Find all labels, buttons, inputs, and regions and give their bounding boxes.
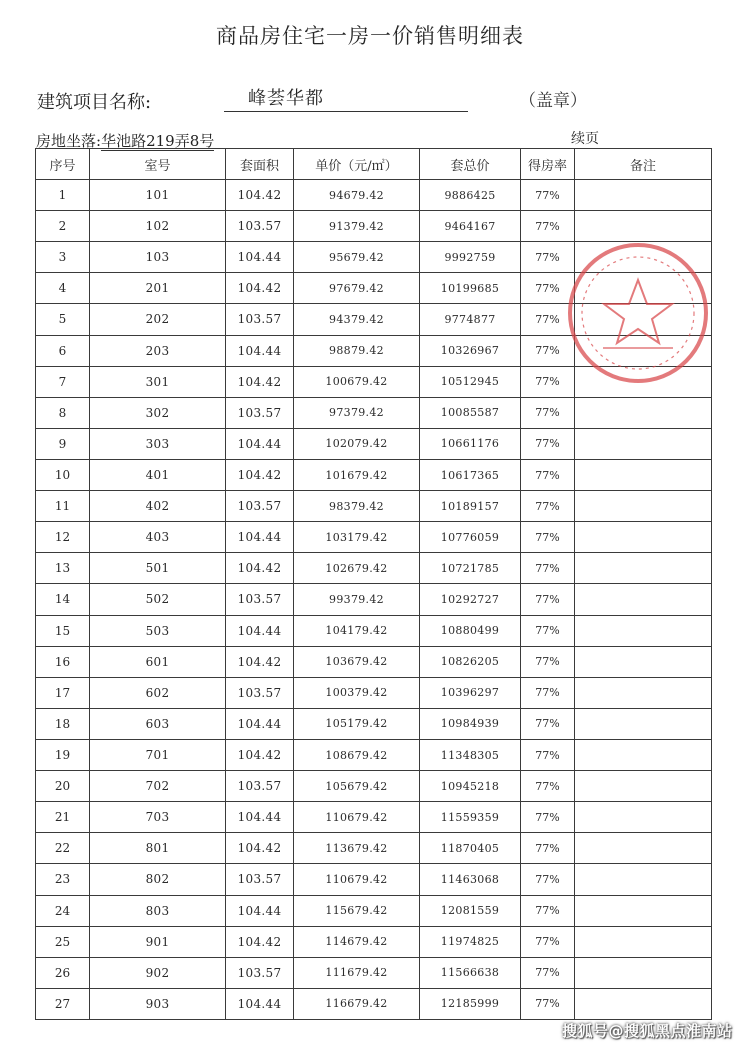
- cell-index: 3: [36, 242, 90, 273]
- cell-total-price: 12081559: [420, 895, 521, 926]
- cell-area: 104.44: [226, 802, 294, 833]
- cell-room: 801: [90, 833, 226, 864]
- cell-total-price: 10880499: [420, 615, 521, 646]
- cell-efficiency: 77%: [521, 708, 575, 739]
- cell-area: 104.42: [226, 926, 294, 957]
- cell-area: 103.57: [226, 211, 294, 242]
- cell-unit-price: 102679.42: [294, 553, 420, 584]
- cell-index: 27: [36, 988, 90, 1019]
- cell-area: 104.42: [226, 459, 294, 490]
- watermark-text: 搜狐号@搜狐黑点淮南站: [562, 1022, 733, 1040]
- cell-area: 104.42: [226, 366, 294, 397]
- cell-area: 104.44: [226, 522, 294, 553]
- cell-total-price: 10326967: [420, 335, 521, 366]
- cell-remarks: [575, 771, 712, 802]
- table-row: [36, 180, 712, 211]
- cell-area: 104.44: [226, 988, 294, 1019]
- table-row: [36, 522, 712, 553]
- cell-unit-price: 100379.42: [294, 677, 420, 708]
- cell-efficiency: 77%: [521, 428, 575, 459]
- cell-remarks: [575, 522, 712, 553]
- table-row: [36, 646, 712, 677]
- cell-area: 103.57: [226, 864, 294, 895]
- cell-unit-price: 111679.42: [294, 957, 420, 988]
- cell-efficiency: 77%: [521, 584, 575, 615]
- cell-area: 104.42: [226, 180, 294, 211]
- cell-unit-price: 116679.42: [294, 988, 420, 1019]
- cell-unit-price: 114679.42: [294, 926, 420, 957]
- cell-unit-price: 105679.42: [294, 771, 420, 802]
- cell-room: 901: [90, 926, 226, 957]
- cell-index: 11: [36, 491, 90, 522]
- cell-room: 501: [90, 553, 226, 584]
- cell-area: 104.44: [226, 708, 294, 739]
- cell-room: 203: [90, 335, 226, 366]
- cell-efficiency: 77%: [521, 677, 575, 708]
- cell-index: 23: [36, 864, 90, 895]
- cell-efficiency: 77%: [521, 459, 575, 490]
- cell-unit-price: 103679.42: [294, 646, 420, 677]
- cell-area: 104.44: [226, 335, 294, 366]
- table-row: [36, 397, 712, 428]
- cell-room: 903: [90, 988, 226, 1019]
- cell-area: 104.44: [226, 615, 294, 646]
- cell-total-price: 10661176: [420, 428, 521, 459]
- cell-unit-price: 91379.42: [294, 211, 420, 242]
- cell-efficiency: 77%: [521, 864, 575, 895]
- document-title: 商品房住宅一房一价销售明细表: [216, 24, 524, 48]
- cell-area: 104.42: [226, 553, 294, 584]
- cell-total-price: 10199685: [420, 273, 521, 304]
- cell-total-price: 9992759: [420, 242, 521, 273]
- cell-remarks: [575, 428, 712, 459]
- cell-area: 103.57: [226, 304, 294, 335]
- cell-efficiency: 77%: [521, 553, 575, 584]
- cell-unit-price: 102079.42: [294, 428, 420, 459]
- cell-efficiency: 77%: [521, 988, 575, 1019]
- cell-total-price: 10984939: [420, 708, 521, 739]
- cell-area: 104.44: [226, 242, 294, 273]
- cell-efficiency: 77%: [521, 491, 575, 522]
- cell-efficiency: 77%: [521, 273, 575, 304]
- cell-index: 8: [36, 397, 90, 428]
- cell-efficiency: 77%: [521, 957, 575, 988]
- cell-area: 103.57: [226, 957, 294, 988]
- cell-area: 104.42: [226, 273, 294, 304]
- cell-area: 103.57: [226, 584, 294, 615]
- cell-index: 17: [36, 677, 90, 708]
- cell-remarks: [575, 739, 712, 770]
- cell-remarks: [575, 459, 712, 490]
- cell-efficiency: 77%: [521, 739, 575, 770]
- cell-total-price: 10512945: [420, 366, 521, 397]
- table-row: [36, 771, 712, 802]
- cell-unit-price: 105179.42: [294, 708, 420, 739]
- cell-unit-price: 99379.42: [294, 584, 420, 615]
- cell-unit-price: 103179.42: [294, 522, 420, 553]
- table-row: [36, 491, 712, 522]
- cell-remarks: [575, 708, 712, 739]
- cell-index: 10: [36, 459, 90, 490]
- project-name-value: 峰荟华都: [248, 88, 324, 109]
- cell-unit-price: 94379.42: [294, 304, 420, 335]
- cell-index: 25: [36, 926, 90, 957]
- cell-remarks: [575, 491, 712, 522]
- header-unit-price: 单价（元/㎡）: [294, 149, 420, 180]
- cell-unit-price: 115679.42: [294, 895, 420, 926]
- cell-remarks: [575, 926, 712, 957]
- cell-room: 303: [90, 428, 226, 459]
- cell-unit-price: 110679.42: [294, 802, 420, 833]
- cell-total-price: 11566638: [420, 957, 521, 988]
- cell-index: 6: [36, 335, 90, 366]
- cell-room: 102: [90, 211, 226, 242]
- cell-total-price: 10085587: [420, 397, 521, 428]
- cell-index: 4: [36, 273, 90, 304]
- cell-index: 7: [36, 366, 90, 397]
- cell-unit-price: 98379.42: [294, 491, 420, 522]
- cell-unit-price: 94679.42: [294, 180, 420, 211]
- cell-total-price: 10826205: [420, 646, 521, 677]
- cell-area: 104.44: [226, 428, 294, 459]
- cell-total-price: 10396297: [420, 677, 521, 708]
- cell-index: 15: [36, 615, 90, 646]
- cell-area: 104.42: [226, 739, 294, 770]
- cell-index: 12: [36, 522, 90, 553]
- cell-index: 13: [36, 553, 90, 584]
- table-row: [36, 926, 712, 957]
- cell-index: 9: [36, 428, 90, 459]
- cell-unit-price: 110679.42: [294, 864, 420, 895]
- cell-unit-price: 95679.42: [294, 242, 420, 273]
- cell-area: 104.42: [226, 646, 294, 677]
- cell-total-price: 10292727: [420, 584, 521, 615]
- table-row: [36, 739, 712, 770]
- cell-efficiency: 77%: [521, 304, 575, 335]
- cell-unit-price: 100679.42: [294, 366, 420, 397]
- cell-total-price: 11974825: [420, 926, 521, 957]
- cell-total-price: 11559359: [420, 802, 521, 833]
- cell-room: 103: [90, 242, 226, 273]
- cell-efficiency: 77%: [521, 180, 575, 211]
- cell-remarks: [575, 553, 712, 584]
- continued-page-label: 续页: [571, 131, 599, 147]
- header-total-price: 套总价: [420, 149, 521, 180]
- cell-area: 103.57: [226, 491, 294, 522]
- cell-efficiency: 77%: [521, 895, 575, 926]
- cell-room: 703: [90, 802, 226, 833]
- cell-room: 701: [90, 739, 226, 770]
- cell-index: 21: [36, 802, 90, 833]
- cell-index: 16: [36, 646, 90, 677]
- table-row: [36, 615, 712, 646]
- cell-efficiency: 77%: [521, 615, 575, 646]
- cell-room: 202: [90, 304, 226, 335]
- cell-room: 702: [90, 771, 226, 802]
- cell-remarks: [575, 397, 712, 428]
- table-row: [36, 584, 712, 615]
- table-row: [36, 864, 712, 895]
- cell-unit-price: 101679.42: [294, 459, 420, 490]
- cell-room: 502: [90, 584, 226, 615]
- cell-total-price: 11463068: [420, 864, 521, 895]
- cell-total-price: 10617365: [420, 459, 521, 490]
- cell-efficiency: 77%: [521, 771, 575, 802]
- table-header-row: [36, 149, 712, 180]
- cell-remarks: [575, 833, 712, 864]
- company-seal-stamp: [563, 238, 713, 388]
- header-area: 套面积: [226, 149, 294, 180]
- cell-room: 401: [90, 459, 226, 490]
- cell-unit-price: 113679.42: [294, 833, 420, 864]
- cell-efficiency: 77%: [521, 802, 575, 833]
- header-room: 室号: [90, 149, 226, 180]
- cell-remarks: [575, 988, 712, 1019]
- cell-efficiency: 77%: [521, 926, 575, 957]
- cell-total-price: 12185999: [420, 988, 521, 1019]
- location-label: 房地坐落:: [36, 132, 102, 150]
- cell-room: 803: [90, 895, 226, 926]
- cell-unit-price: 97379.42: [294, 397, 420, 428]
- cell-unit-price: 104179.42: [294, 615, 420, 646]
- cell-unit-price: 108679.42: [294, 739, 420, 770]
- table-row: [36, 988, 712, 1019]
- cell-efficiency: 77%: [521, 335, 575, 366]
- cell-room: 602: [90, 677, 226, 708]
- cell-remarks: [575, 802, 712, 833]
- cell-index: 26: [36, 957, 90, 988]
- table-row: [36, 957, 712, 988]
- cell-room: 503: [90, 615, 226, 646]
- project-name-label: 建筑项目名称:: [37, 92, 152, 113]
- cell-room: 603: [90, 708, 226, 739]
- cell-total-price: 11348305: [420, 739, 521, 770]
- cell-room: 302: [90, 397, 226, 428]
- cell-room: 402: [90, 491, 226, 522]
- cell-remarks: [575, 646, 712, 677]
- cell-unit-price: 97679.42: [294, 273, 420, 304]
- cell-remarks: [575, 957, 712, 988]
- location-address: 华池路219弄8号: [101, 132, 215, 150]
- table-row: [36, 833, 712, 864]
- cell-efficiency: 77%: [521, 242, 575, 273]
- cell-remarks: [575, 864, 712, 895]
- header-remarks: 备注: [575, 149, 712, 180]
- cell-area: 103.57: [226, 677, 294, 708]
- cell-index: 22: [36, 833, 90, 864]
- cell-index: 1: [36, 180, 90, 211]
- cell-index: 24: [36, 895, 90, 926]
- cell-total-price: 9886425: [420, 180, 521, 211]
- seal-label: （盖章）: [519, 91, 587, 111]
- cell-index: 18: [36, 708, 90, 739]
- cell-index: 2: [36, 211, 90, 242]
- table-row: [36, 553, 712, 584]
- cell-area: 103.57: [226, 397, 294, 428]
- table-row: [36, 428, 712, 459]
- cell-efficiency: 77%: [521, 646, 575, 677]
- project-name-field: [224, 84, 468, 112]
- cell-room: 601: [90, 646, 226, 677]
- cell-area: 104.44: [226, 895, 294, 926]
- cell-index: 19: [36, 739, 90, 770]
- cell-total-price: 10945218: [420, 771, 521, 802]
- table-row: [36, 895, 712, 926]
- cell-total-price: 9464167: [420, 211, 521, 242]
- cell-remarks: [575, 180, 712, 211]
- cell-efficiency: 77%: [521, 211, 575, 242]
- cell-efficiency: 77%: [521, 522, 575, 553]
- header-index: 序号: [36, 149, 90, 180]
- cell-room: 802: [90, 864, 226, 895]
- cell-remarks: [575, 615, 712, 646]
- cell-room: 301: [90, 366, 226, 397]
- cell-room: 101: [90, 180, 226, 211]
- header-efficiency: 得房率: [521, 149, 575, 180]
- cell-remarks: [575, 895, 712, 926]
- cell-efficiency: 77%: [521, 833, 575, 864]
- cell-efficiency: 77%: [521, 397, 575, 428]
- cell-room: 902: [90, 957, 226, 988]
- cell-total-price: 10189157: [420, 491, 521, 522]
- cell-total-price: 10721785: [420, 553, 521, 584]
- cell-index: 5: [36, 304, 90, 335]
- cell-room: 201: [90, 273, 226, 304]
- cell-index: 14: [36, 584, 90, 615]
- table-row: [36, 459, 712, 490]
- cell-unit-price: 98879.42: [294, 335, 420, 366]
- cell-efficiency: 77%: [521, 366, 575, 397]
- cell-total-price: 11870405: [420, 833, 521, 864]
- cell-room: 403: [90, 522, 226, 553]
- cell-area: 103.57: [226, 771, 294, 802]
- cell-remarks: [575, 584, 712, 615]
- table-row: [36, 708, 712, 739]
- cell-total-price: 10776059: [420, 522, 521, 553]
- cell-remarks: [575, 677, 712, 708]
- cell-total-price: 9774877: [420, 304, 521, 335]
- cell-index: 20: [36, 771, 90, 802]
- table-row: [36, 677, 712, 708]
- cell-area: 104.42: [226, 833, 294, 864]
- table-row: [36, 802, 712, 833]
